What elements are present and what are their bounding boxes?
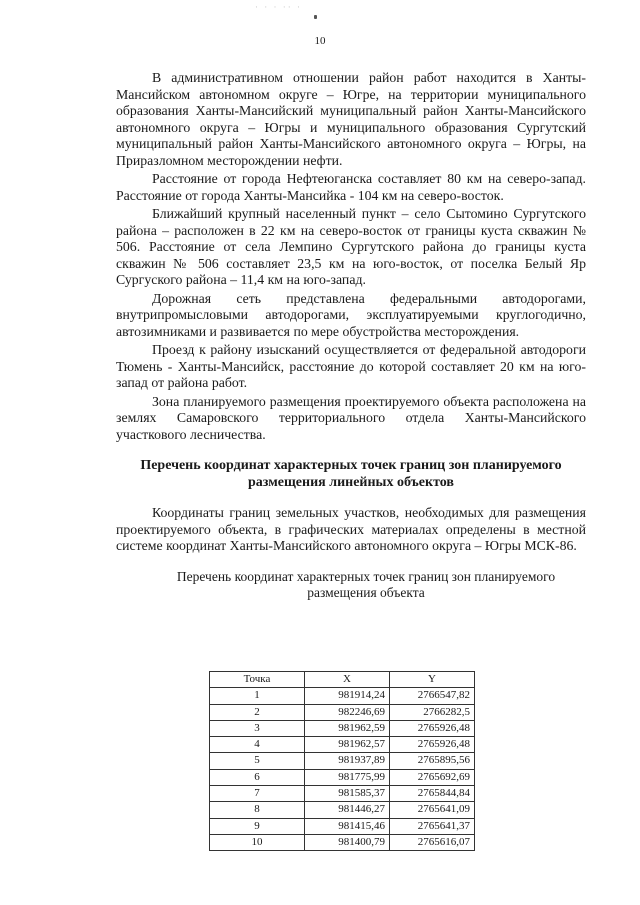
- cell-point: 8: [210, 802, 305, 818]
- table-caption: Перечень координат характерных точек границ зон планируемого размещения объекта: [176, 568, 556, 600]
- cell-y: 2765895,56: [390, 753, 475, 769]
- paragraph-distance-cities: Расстояние от города Нефтеюганска составляет 80 км на северо-запад. Расстояние от города Ханты-Мансийка - 104 км на северо-восток.: [116, 171, 586, 203]
- cell-y: 2766547,82: [390, 688, 475, 704]
- table-body: [210, 688, 475, 851]
- cell-y: 2765641,37: [390, 818, 475, 834]
- cell-y: 2765926,48: [390, 720, 475, 736]
- cell-point: 9: [210, 818, 305, 834]
- cell-y: 2766282,5: [390, 704, 475, 720]
- cell-point: 1: [210, 688, 305, 704]
- table-row: [210, 802, 475, 818]
- scan-artifact: · · · ·· ·: [255, 2, 302, 12]
- cell-x: 981775,99: [305, 769, 390, 785]
- header-point: Точка: [210, 672, 305, 688]
- scan-dot: [314, 15, 317, 19]
- paragraph-coordinate-system: Координаты границ земельных участков, необходимых для размещения проектируемого объекта, в графических материалах определены в местной системе координат Ханты-Мансийского автономного округа – Югры МСК-86.: [116, 505, 586, 553]
- table-row: [210, 720, 475, 736]
- header-x: X: [305, 672, 390, 688]
- cell-point: 5: [210, 753, 305, 769]
- cell-x: 981415,46: [305, 818, 390, 834]
- table-row: [210, 786, 475, 802]
- document-body: [116, 70, 586, 620]
- cell-point: 2: [210, 704, 305, 720]
- table-row: [210, 769, 475, 785]
- table-row: [210, 688, 475, 704]
- paragraph-nearest-settlement: Ближайший крупный населенный пункт – село Сытомино Сургутского района – расположен в 22 км на северо-восток от границы куста скважин № 506. Расстояние от села Лемпино Сургутского района до границы куста скважин № 506 составляет 23,5 км на юго-восток, от поселка Белый Яр Сургуского района – 11,4 км на юго-запад.: [116, 206, 586, 287]
- paragraph-road-network: Дорожная сеть представлена федеральными автодорогами, внутрипромысловыми автодорогами, эксплуатируемыми круглогодично, автозимниками и развивается по мере обустройства месторождения.: [116, 290, 586, 339]
- cell-x: 981962,59: [305, 720, 390, 736]
- cell-x: 981962,57: [305, 737, 390, 753]
- cell-point: 10: [210, 834, 305, 850]
- cell-y: 2765844,84: [390, 786, 475, 802]
- header-y: Y: [390, 672, 475, 688]
- cell-point: 7: [210, 786, 305, 802]
- paragraph-admin-location: В административном отношении район работ находится в Ханты-Мансийском автономном округе – Югре, на территории муниципального образования Ханты-Мансийский муниципальный район Ханты-Мансийского автономного округа – Югры и муниципального образования Сургутский муниципальный район Ханты-Мансийского автономного округа – Югры, на Приразломном месторождении нефти.: [116, 70, 586, 168]
- table-row: [210, 753, 475, 769]
- page-number: 10: [314, 35, 326, 47]
- cell-point: 3: [210, 720, 305, 736]
- cell-y: 2765692,69: [390, 769, 475, 785]
- cell-x: 981937,89: [305, 753, 390, 769]
- table-row: [210, 737, 475, 753]
- cell-y: 2765926,48: [390, 737, 475, 753]
- paragraph-forest-zone: Зона планируемого размещения проектируемого объекта расположена на землях Самаровского территориального отдела Ханты-Мансийского участкового лесничества.: [116, 393, 586, 442]
- cell-x: 981585,37: [305, 786, 390, 802]
- table-row: [210, 704, 475, 720]
- table-row: [210, 818, 475, 834]
- table-header-row: [210, 672, 475, 688]
- cell-x: 982246,69: [305, 704, 390, 720]
- cell-x: 981914,24: [305, 688, 390, 704]
- section-heading: Перечень координат характерных точек границ зон планируемого размещения линейных объектов: [140, 458, 562, 490]
- table-row: [210, 834, 475, 850]
- cell-x: 981446,27: [305, 802, 390, 818]
- cell-x: 981400,79: [305, 834, 390, 850]
- coordinates-table: [209, 671, 475, 851]
- paragraph-access-route: Проезд к району изысканий осуществляется от федеральной автодороги Тюмень - Ханты-Мансийск, расстояние до которой составляет 20 км на юго-запад от района работ.: [116, 342, 586, 390]
- cell-point: 6: [210, 769, 305, 785]
- cell-point: 4: [210, 737, 305, 753]
- cell-y: 2765641,09: [390, 802, 475, 818]
- cell-y: 2765616,07: [390, 834, 475, 850]
